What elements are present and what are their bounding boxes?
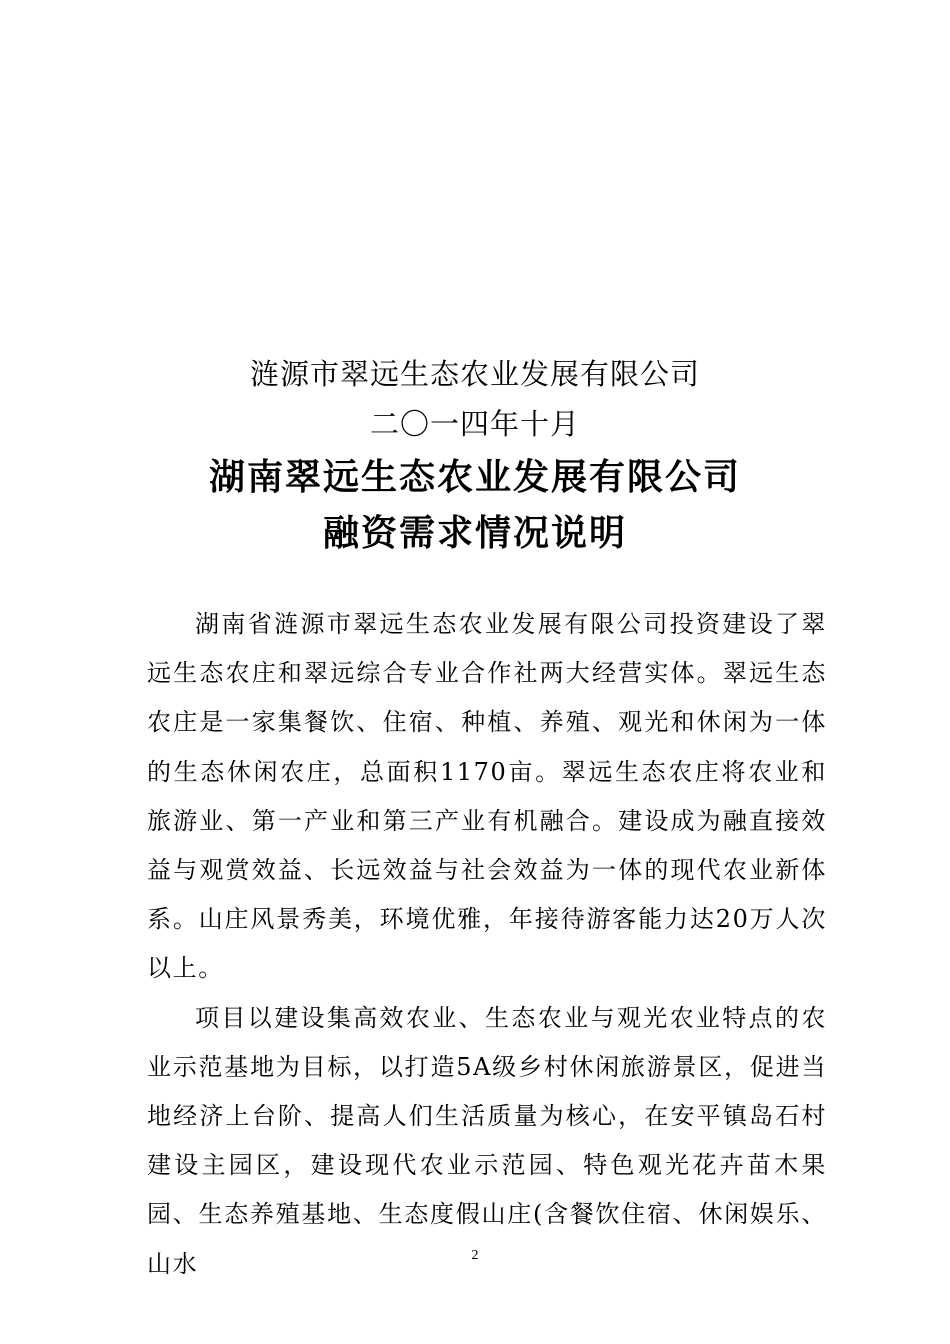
page-number: 2 [471,1248,479,1263]
document-title-line2: 融资需求情况说明 [322,512,627,554]
cover-company-name: 涟源市翠远生态农业发展有限公司 [249,357,700,391]
paragraph-1: 湖南省涟源市翠远生态农业发展有限公司投资建设了翠远生态农庄和翠远综合专业合作社两大经营实体。翠远生态农庄是一家集餐饮、住宿、种植、养殖、观光和休闲为一体的生态休闲农庄，总面积1170亩。翠远生态农庄将农业和旅游业、第一产业和第三产业有机融合。建设成为融直接效益与观赏效益、长远效益与社会效益为一体的现代农业新体系。山庄风景秀美，环境优雅，年接待游客能力达20万人次以上。 [147,610,827,983]
paragraph-2: 项目以建设集高效农业、生态农业与观光农业特点的农业示范基地为目标，以打造5A级乡村休闲旅游景区，促进当地经济上台阶、提高人们生活质量为核心，在安平镇岛石村建设主园区，建设现代农业示范园、特色观光花卉苗木果园、生态养殖基地、生态度假山庄(含餐饮住宿、休闲娱乐、山水 [147,1003,827,1278]
cover-date: 二〇一四年十月 [369,407,580,441]
document-title-line1: 湖南翠远生态农业发展有限公司 [208,456,741,498]
document-body [147,600,827,1289]
